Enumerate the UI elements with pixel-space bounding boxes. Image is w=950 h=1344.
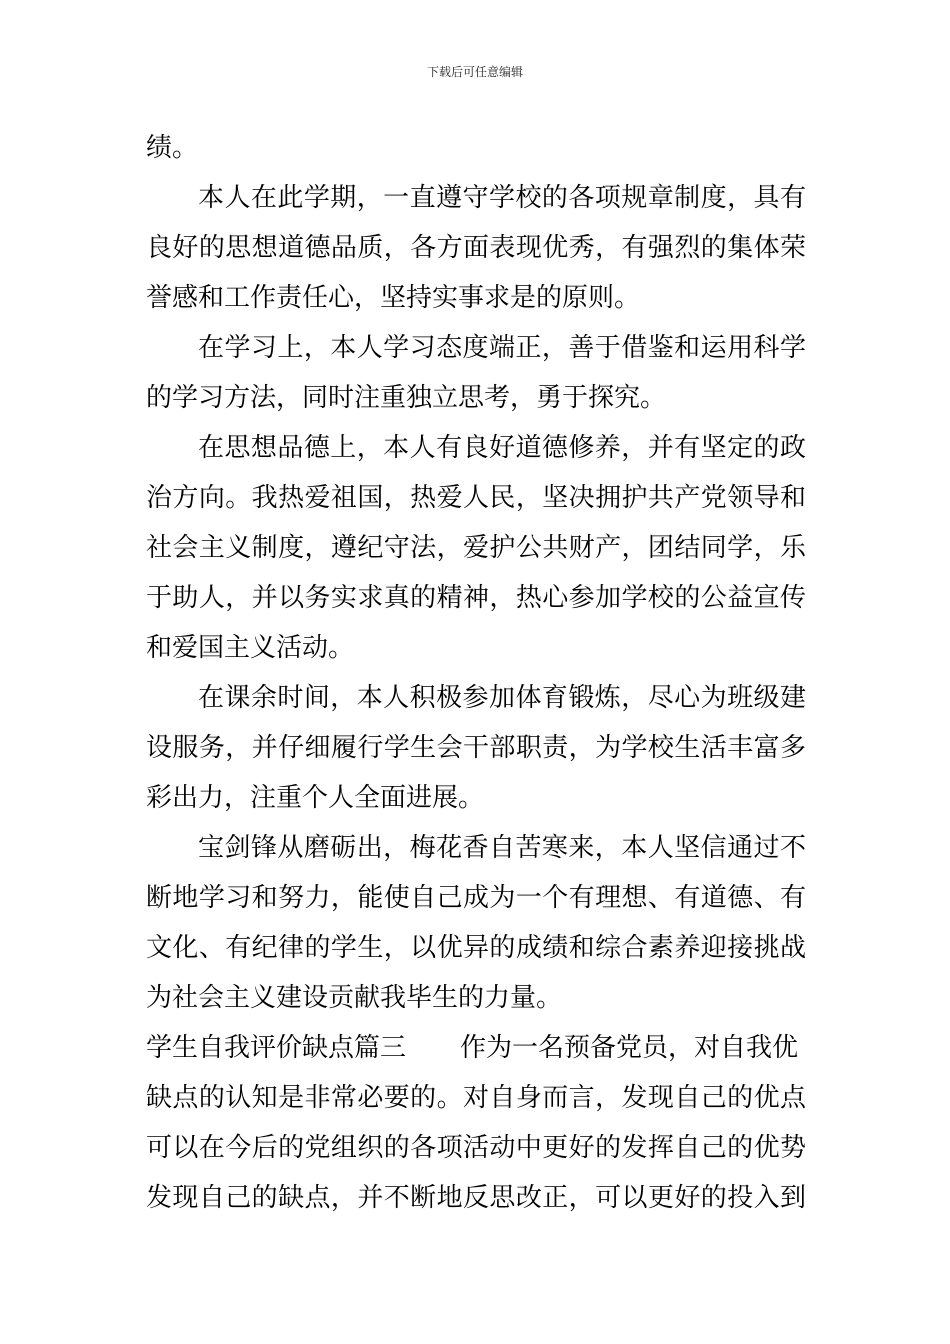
text-line: 和爱国主义活动。 <box>146 633 355 663</box>
text-line: 文化、有纪律的学生，以优异的成绩和综合素养迎接挑战 <box>146 933 806 963</box>
section-heading: 学生自我评价缺点篇三 <box>146 1033 407 1063</box>
text-line: 为社会主义建设贡献我毕生的力量。 <box>146 983 563 1013</box>
paragraph-first-line: 在思想品德上，本人有良好道德修养，并有坚定的政 <box>198 433 806 463</box>
text-line: 誉感和工作责任心，坚持实事求是的原则。 <box>146 283 641 313</box>
text-line: 的学习方法，同时注重独立思考，勇于探究。 <box>146 383 667 413</box>
page-header: 下载后可任意编辑 <box>426 65 523 79</box>
text-line: 彩出力，注重个人全面进展。 <box>146 783 485 813</box>
section-first-text: 作为一名预备党员，对自我优 <box>460 1033 799 1063</box>
text-line: 缺点的认知是非常必要的。对自身而言，发现自己的优点 <box>146 1083 806 1113</box>
text-line: 可以在今后的党组织的各项活动中更好的发挥自己的优势 <box>146 1133 806 1163</box>
paragraph-first-line: 在课余时间，本人积极参加体育锻炼，尽心为班级建 <box>198 683 806 713</box>
text-line: 断地学习和努力，能使自己成为一个有理想、有道德、有 <box>146 883 806 913</box>
paragraph-first-line: 在学习上，本人学习态度端正，善于借鉴和运用科学 <box>198 333 806 363</box>
text-line: 治方向。我热爱祖国，热爱人民，坚决拥护共产党领导和 <box>146 483 806 513</box>
text-line: 于助人，并以务实求真的精神，热心参加学校的公益宣传 <box>146 583 806 613</box>
paragraph-first-line: 宝剑锋从磨砺出，梅花香自苦寒来，本人坚信通过不 <box>198 833 806 863</box>
text-line: 社会主义制度，遵纪守法，爱护公共财产，团结同学，乐 <box>146 533 806 563</box>
text-line: 绩。 <box>146 133 199 163</box>
text-line: 设服务，并仔细履行学生会干部职责，为学校生活丰富多 <box>146 733 806 763</box>
section-heading-line <box>146 1028 806 1068</box>
text-line: 良好的思想道德品质，各方面表现优秀，有强烈的集体荣 <box>146 233 806 263</box>
paragraph-first-line: 本人在此学期，一直遵守学校的各项规章制度，具有 <box>198 183 806 213</box>
text-line: 发现自己的缺点，并不断地反思改正，可以更好的投入到 <box>146 1183 806 1213</box>
